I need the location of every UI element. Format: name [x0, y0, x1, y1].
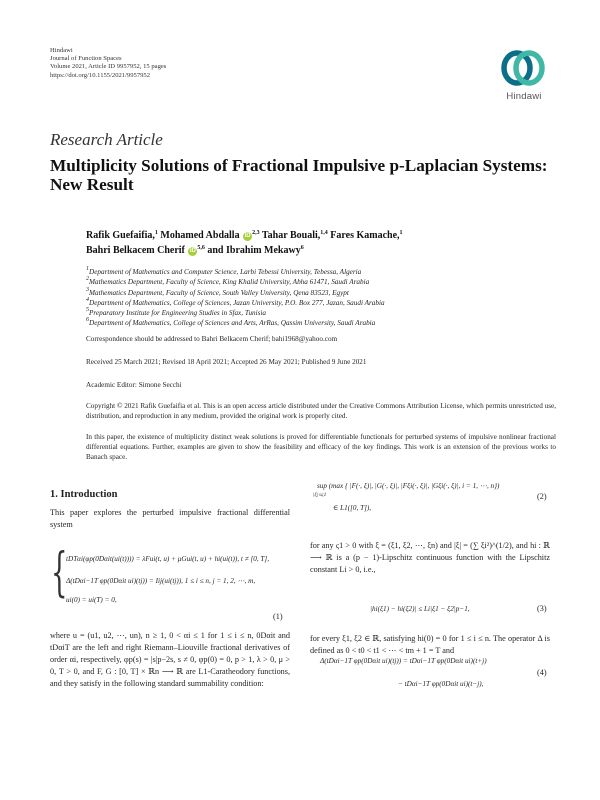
affiliation-text: Department of Mathematics, College of Sciences and Arts, ArRas, Qassim University, Saudi Arabia [89, 319, 376, 328]
body-paragraph: for every ξ1, ξ2 ∈ ℝ, satisfying hi(0) = 0 for 1 ≤ i ≤ n. The operator Δ is defined as 0 < t0 < t1 < ⋯ < tm + 1 = T and [310, 634, 550, 655]
body-paragraph: where u = (u1, u2, ⋯, un), n ≥ 1, 0 < αi ≤ 1 for 1 ≤ i ≤ n, 0Dαit and tDαiT are the left and right Riemann–Liouville fractional derivatives of order αi, respectively, φp(s) = |s|p−2s, s ≠ 0, φp(0) = 0, p > 1, λ > 0, μ > 0, T > 0, and F, G : [0, T] × ℝn ⟶ ℝ are L1-Caratheodory functions, and they satisfy in the following standard summability condition: [50, 631, 290, 688]
affiliation-number: 3 [86, 286, 89, 293]
author-affil-sup: 1 [399, 230, 403, 236]
journal-meta-line: Volume 2021, Article ID 9957952, 15 pages [50, 63, 167, 71]
author-affil-sup: 1 [154, 230, 158, 236]
copyright-notice: Copyright © 2021 Rafik Guefaifia et al. This is an open access article distributed under the Creative Commons Attribution License, which permits unrestricted use, distribution, and reproduction in any medium, provided the original work is properly cited. [86, 402, 557, 420]
author-list [86, 228, 526, 258]
journal-meta-line: Hindawi [50, 47, 73, 54]
affiliation-text: Department of Mathematics, College of Sciences, Jazan University, P.O. Box 277, Jazan, Saudi Arabia [89, 298, 385, 307]
academic-editor: Academic Editor: Simone Secchi [86, 381, 182, 389]
affiliation-item [86, 277, 556, 287]
affiliation-number: 6 [86, 317, 89, 324]
body-paragraph: for any ς1 > 0 with ξ = (ξ1, ξ2, ⋯, ξn) and |ξ| = (∑ ξi²)^(1/2), and hi : ℝ ⟶ ℝ is a (p − 1)-Lipschitz continuous function with the Lipschitz constant Li > 0, i.e., [310, 541, 550, 574]
affiliation-text: Preparatory Institute for Engineering Studies in Sfax, Tunisia [89, 309, 267, 318]
equation-number: (4) [537, 668, 547, 677]
intro-paragraph: This paper explores the perturbed impulsive fractional differential system [50, 508, 290, 529]
equation-number: (1) [273, 612, 283, 621]
author-affil-sup: 1,4 [320, 230, 328, 236]
equation-subscript: |ξ|≤ς1 [313, 492, 327, 498]
equation-line: |hi(ξ1) − hi(ξ2)| ≤ Li|ξ1 − ξ2|p−1, [370, 605, 470, 613]
author-name: Fares Kamache, [330, 230, 400, 241]
hindawi-logo-text: Hindawi [506, 91, 542, 102]
affiliation-item [86, 308, 556, 318]
orcid-icon[interactable]: iD [189, 248, 196, 254]
affiliation-number: 4 [86, 296, 89, 303]
affiliations [86, 267, 556, 329]
journal-meta-line: Journal of Function Spaces [50, 55, 122, 63]
journal-meta-line[interactable]: https://doi.org/10.1155/2021/9957952 [50, 71, 151, 79]
author-name: and Ibrahim Mekawy [207, 245, 301, 256]
affiliation-item [86, 288, 556, 298]
article-type: Research Article [50, 130, 163, 149]
equation-line: − tDαi−1T φp(0Dαit ui)(t−j), [398, 680, 484, 688]
abstract: In this paper, the existence of multiplicity distinct weak solutions is proved for differentiable functionals for perturbed systems of impulsive nonlinear fractional differential equations. Further, examples are given to show the feasibility and efficacy of the key findings. This work is an extension of the previous works to Banach space. [86, 433, 556, 461]
author-name: Mohamed Abdalla [160, 230, 240, 241]
affiliation-text: Department of Mathematics and Computer Science, Larbi Tebessi University, Tebessa, Algeria [89, 268, 362, 276]
equation-line: tDTαi(φp(0Dαit(ui(t)))) = λFui(t, u) + μGui(t, u) + hi(ui(t)), t ≠ [0, T], [66, 555, 270, 563]
author-affil-sup: 2,3 [252, 230, 260, 236]
affiliation-text: Mathematics Department, Faculty of Science, South Valley University, Qena 83523, Egypt [89, 288, 349, 297]
author-affil-sup: 5,6 [197, 245, 205, 251]
affiliation-item [86, 298, 556, 308]
orcid-icon[interactable]: iD [244, 233, 251, 239]
author-line [86, 243, 526, 258]
affiliation-number: 2 [86, 276, 89, 283]
journal-meta [50, 47, 166, 80]
section-heading: 1. Introduction [50, 489, 118, 500]
article-dates: Received 25 March 2021; Revised 18 April 2021; Accepted 26 May 2021; Published 9 June 2021 [86, 358, 367, 366]
correspondence: Correspondence should be addressed to Bahri Belkacem Cherif; bahi1968@yahoo.com [86, 335, 338, 343]
author-name: Tahar Bouali, [261, 230, 321, 241]
page-title: Multiplicity Solutions of Fractional Impulsive p-Laplacian Systems: New Result [50, 156, 548, 194]
equation-line: ∈ L1([0, T]), [333, 504, 372, 512]
equation-number: (2) [537, 492, 547, 501]
affiliation-text: Mathematics Department, Faculty of Science, King Khalid University, Abha 61471, Saudi Arabia [89, 278, 370, 287]
author-name: Rafik Guefaifia, [86, 230, 155, 241]
author-line [86, 228, 526, 243]
affiliation-number: 5 [86, 307, 89, 314]
equation-line: Δ(tDαi−1T φp(0Dαit ui)(tj)) = tDαi−1T φp(0Dαit ui)(t+j) [320, 657, 487, 665]
affiliation-number: 1 [86, 266, 89, 272]
equation-line: ui(0) = ui(T) = 0, [66, 596, 117, 604]
equation-number: (3) [537, 604, 547, 613]
affiliation-item [86, 267, 556, 277]
equation-line: sup (max { |F(·, ξ)|, |G(·, ξ)|, |Fξi(·, ξ)|, |Gξi(·, ξ)|, i = 1, ⋯, n}) [317, 482, 500, 490]
equation-line: Δ(tDαi−1T φp(0Dαit ui)(tj)) = Iij(ui(tj)), 1 ≤ i ≤ n, j = 1, 2, ⋯, m, [66, 577, 256, 585]
system-brace: { [51, 543, 68, 603]
author-affil-sup: 6 [300, 245, 304, 251]
author-name: Bahri Belkacem Cherif [86, 245, 185, 256]
affiliation-item [86, 318, 556, 328]
